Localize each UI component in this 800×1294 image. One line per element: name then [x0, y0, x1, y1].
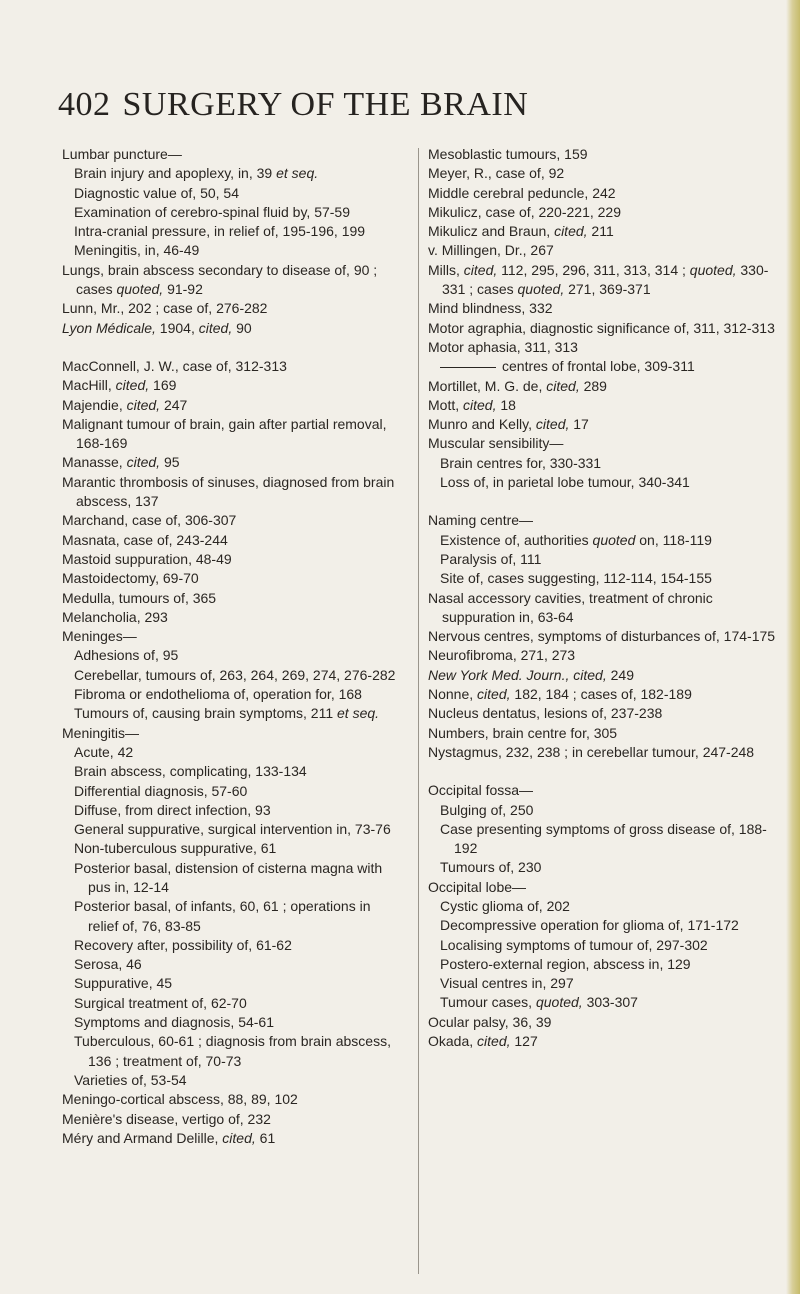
index-entry: Neurofibroma, 271, 273 — [428, 647, 576, 664]
index-subentry: Tuberculous, 60-61 ; diagnosis from brain abscess, 136 ; treatment of, 70-73 — [74, 1033, 391, 1069]
index-entry: Mind blindness, 332 — [428, 300, 553, 317]
index-subentry: General suppurative, surgical intervention in, 73-76 — [74, 821, 391, 838]
index-entry: Malignant tumour of brain, gain after partial removal, 168-169 — [62, 415, 387, 452]
index-subentry: Adhesions of, 95 — [74, 647, 179, 664]
page-edge — [786, 0, 800, 1294]
index-subentry: Visual centres in, 297 — [440, 975, 574, 992]
index-entry: Manasse, cited, 95 — [62, 454, 180, 471]
index-subentry: Differential diagnosis, 57-60 — [74, 782, 248, 799]
index-subentry: Posterior basal, distension of cisterna magna with pus in, 12-14 — [74, 859, 383, 895]
index-subentry: Serosa, 46 — [74, 956, 142, 973]
index-entry: Motor aphasia, 311, 313 — [428, 338, 578, 355]
index-entry: Meningitis— — [62, 724, 140, 741]
index-subentry: Fibroma or endothelioma of, operation for, 168 — [74, 686, 362, 703]
index-subentry: Non-tuberculous suppurative, 61 — [74, 840, 277, 857]
index-entry: Meningo-cortical abscess, 88, 89, 102 — [62, 1091, 298, 1108]
index-subentry: Tumours of, causing brain symptoms, 211 et seq. — [74, 705, 380, 722]
index-subentry: Brain centres for, 330-331 — [440, 454, 602, 471]
index-entry: centres of frontal lobe, 309-311 — [428, 357, 778, 376]
page-title: SURGERY OF THE BRAIN — [122, 86, 529, 123]
index-entry: v. Millingen, Dr., 267 — [428, 242, 554, 259]
index-entry: Motor agraphia, diagnostic significance of, 311, 312-313 — [428, 319, 775, 336]
index-subentry: Cerebellar, tumours of, 263, 264, 269, 274, 276-282 — [74, 666, 396, 683]
index-subentry: Diffuse, from direct infection, 93 — [74, 801, 271, 818]
index-entry: Majendie, cited, 247 — [62, 396, 188, 413]
index-subentry: Brain injury and apoplexy, in, 39 et seq. — [74, 165, 319, 182]
index-entry: Muscular sensibility— — [428, 435, 564, 452]
index-subentry: Site of, cases suggesting, 112-114, 154-155 — [440, 570, 712, 587]
index-entry: Masnata, case of, 243-244 — [62, 531, 228, 548]
ditto-dash — [440, 367, 496, 368]
index-subentry: Paralysis of, 111 — [440, 550, 542, 567]
index-subentry: Surgical treatment of, 62-70 — [74, 994, 247, 1011]
index-entry: Mastoid suppuration, 48-49 — [62, 550, 232, 567]
index-entry: Mastoidectomy, 69-70 — [62, 570, 199, 587]
index-subentry: Posterior basal, of infants, 60, 61 ; operations in relief of, 76, 83-85 — [74, 898, 371, 934]
index-entry: Occipital fossa— — [428, 782, 534, 799]
index-entry: Munro and Kelly, cited, 17 — [428, 416, 589, 433]
index-entry: Numbers, brain centre for, 305 — [428, 724, 618, 741]
index-subentry: Decompressive operation for glioma of, 171-172 — [440, 917, 739, 934]
index-subentry: Loss of, in parietal lobe tumour, 340-341 — [440, 474, 690, 491]
index-entry: Lungs, brain abscess secondary to disease of, 90 ; cases quoted, 91-92 — [62, 261, 378, 298]
page-number: 402 — [58, 86, 111, 123]
index-subentry: Diagnostic value of, 50, 54 — [74, 184, 239, 201]
index-entry: Melancholia, 293 — [62, 608, 168, 625]
index-entry: Menière's disease, vertigo of, 232 — [62, 1110, 271, 1127]
index-subentry: Brain abscess, complicating, 133-134 — [74, 763, 307, 780]
index-entry: Marantic thrombosis of sinuses, diagnosed from brain abscess, 137 — [62, 473, 395, 510]
index-column-right — [428, 145, 778, 1051]
index-entry: Mortillet, M. G. de, cited, 289 — [428, 377, 607, 394]
index-entry: Mikulicz and Braun, cited, 211 — [428, 223, 614, 240]
index-entry: Nystagmus, 232, 238 ; in cerebellar tumour, 247-248 — [428, 743, 755, 760]
index-entry: Medulla, tumours of, 365 — [62, 589, 217, 606]
index-entry: MacConnell, J. W., case of, 312-313 — [62, 357, 287, 374]
index-entry: Mott, cited, 18 — [428, 396, 516, 413]
index-subentry: Varieties of, 53-54 — [74, 1071, 187, 1088]
index-subentry: Recovery after, possibility of, 61-62 — [74, 936, 292, 953]
page-header — [58, 86, 528, 124]
index-subentry: Tumour cases, quoted, 303-307 — [440, 994, 638, 1011]
index-entry: Marchand, case of, 306-307 — [62, 512, 237, 529]
index-subentry: Tumours of, 230 — [440, 859, 542, 876]
index-entry: Mesoblastic tumours, 159 — [428, 146, 588, 162]
index-subentry: Postero-external region, abscess in, 129 — [440, 955, 691, 972]
index-subentry: Symptoms and diagnosis, 54-61 — [74, 1014, 274, 1031]
index-entry: Occipital lobe— — [428, 878, 527, 895]
index-subentry: Cystic glioma of, 202 — [440, 897, 570, 914]
index-subentry: Intra-cranial pressure, in relief of, 195-196, 199 — [74, 223, 366, 240]
index-entry: Nasal accessory cavities, treatment of chronic suppuration in, 63-64 — [428, 589, 713, 625]
index-entry: Méry and Armand Delille, cited, 61 — [62, 1129, 276, 1146]
index-entry: Mills, cited, 112, 295, 296, 311, 313, 314 ; quoted, 330-331 ; cases quoted, 271, 369-371 — [428, 261, 769, 298]
index-subentry: Suppurative, 45 — [74, 975, 173, 992]
index-entry: Middle cerebral peduncle, 242 — [428, 184, 616, 201]
index-entry: Nervous centres, symptoms of disturbances of, 174-175 — [428, 628, 776, 645]
index-subentry: Meningitis, in, 46-49 — [74, 242, 200, 259]
index-entry: Nonne, cited, 182, 184 ; cases of, 182-189 — [428, 686, 692, 703]
index-entry: Meninges— — [62, 628, 137, 645]
index-entry: Naming centre— — [428, 512, 534, 529]
index-subentry: Existence of, authorities quoted on, 118-119 — [440, 531, 712, 548]
index-entry: MacHill, cited, 169 — [62, 377, 177, 394]
index-entry: Lyon Médicale, 1904, cited, 90 — [62, 319, 252, 336]
column-divider — [418, 148, 419, 1274]
index-entry: Mikulicz, case of, 220-221, 229 — [428, 203, 621, 220]
index-entry: Lumbar puncture— — [62, 146, 182, 162]
index-entry: New York Med. Journ., cited, 249 — [428, 666, 634, 683]
index-entry: Ocular palsy, 36, 39 — [428, 1013, 552, 1030]
index-subentry: Examination of cerebro-spinal fluid by, 57-59 — [74, 203, 351, 220]
index-column-left — [62, 145, 402, 1148]
index-subentry: Bulging of, 250 — [440, 801, 534, 818]
index-subentry: Localising symptoms of tumour of, 297-302 — [440, 936, 708, 953]
index-subentry: Case presenting symptoms of gross disease of, 188-192 — [440, 820, 767, 857]
index-subentry: Acute, 42 — [74, 743, 134, 760]
index-entry: Meyer, R., case of, 92 — [428, 165, 565, 182]
index-entry: Okada, cited, 127 — [428, 1033, 538, 1050]
index-entry: Nucleus dentatus, lesions of, 237-238 — [428, 705, 663, 722]
index-entry: Lunn, Mr., 202 ; case of, 276-282 — [62, 300, 268, 317]
